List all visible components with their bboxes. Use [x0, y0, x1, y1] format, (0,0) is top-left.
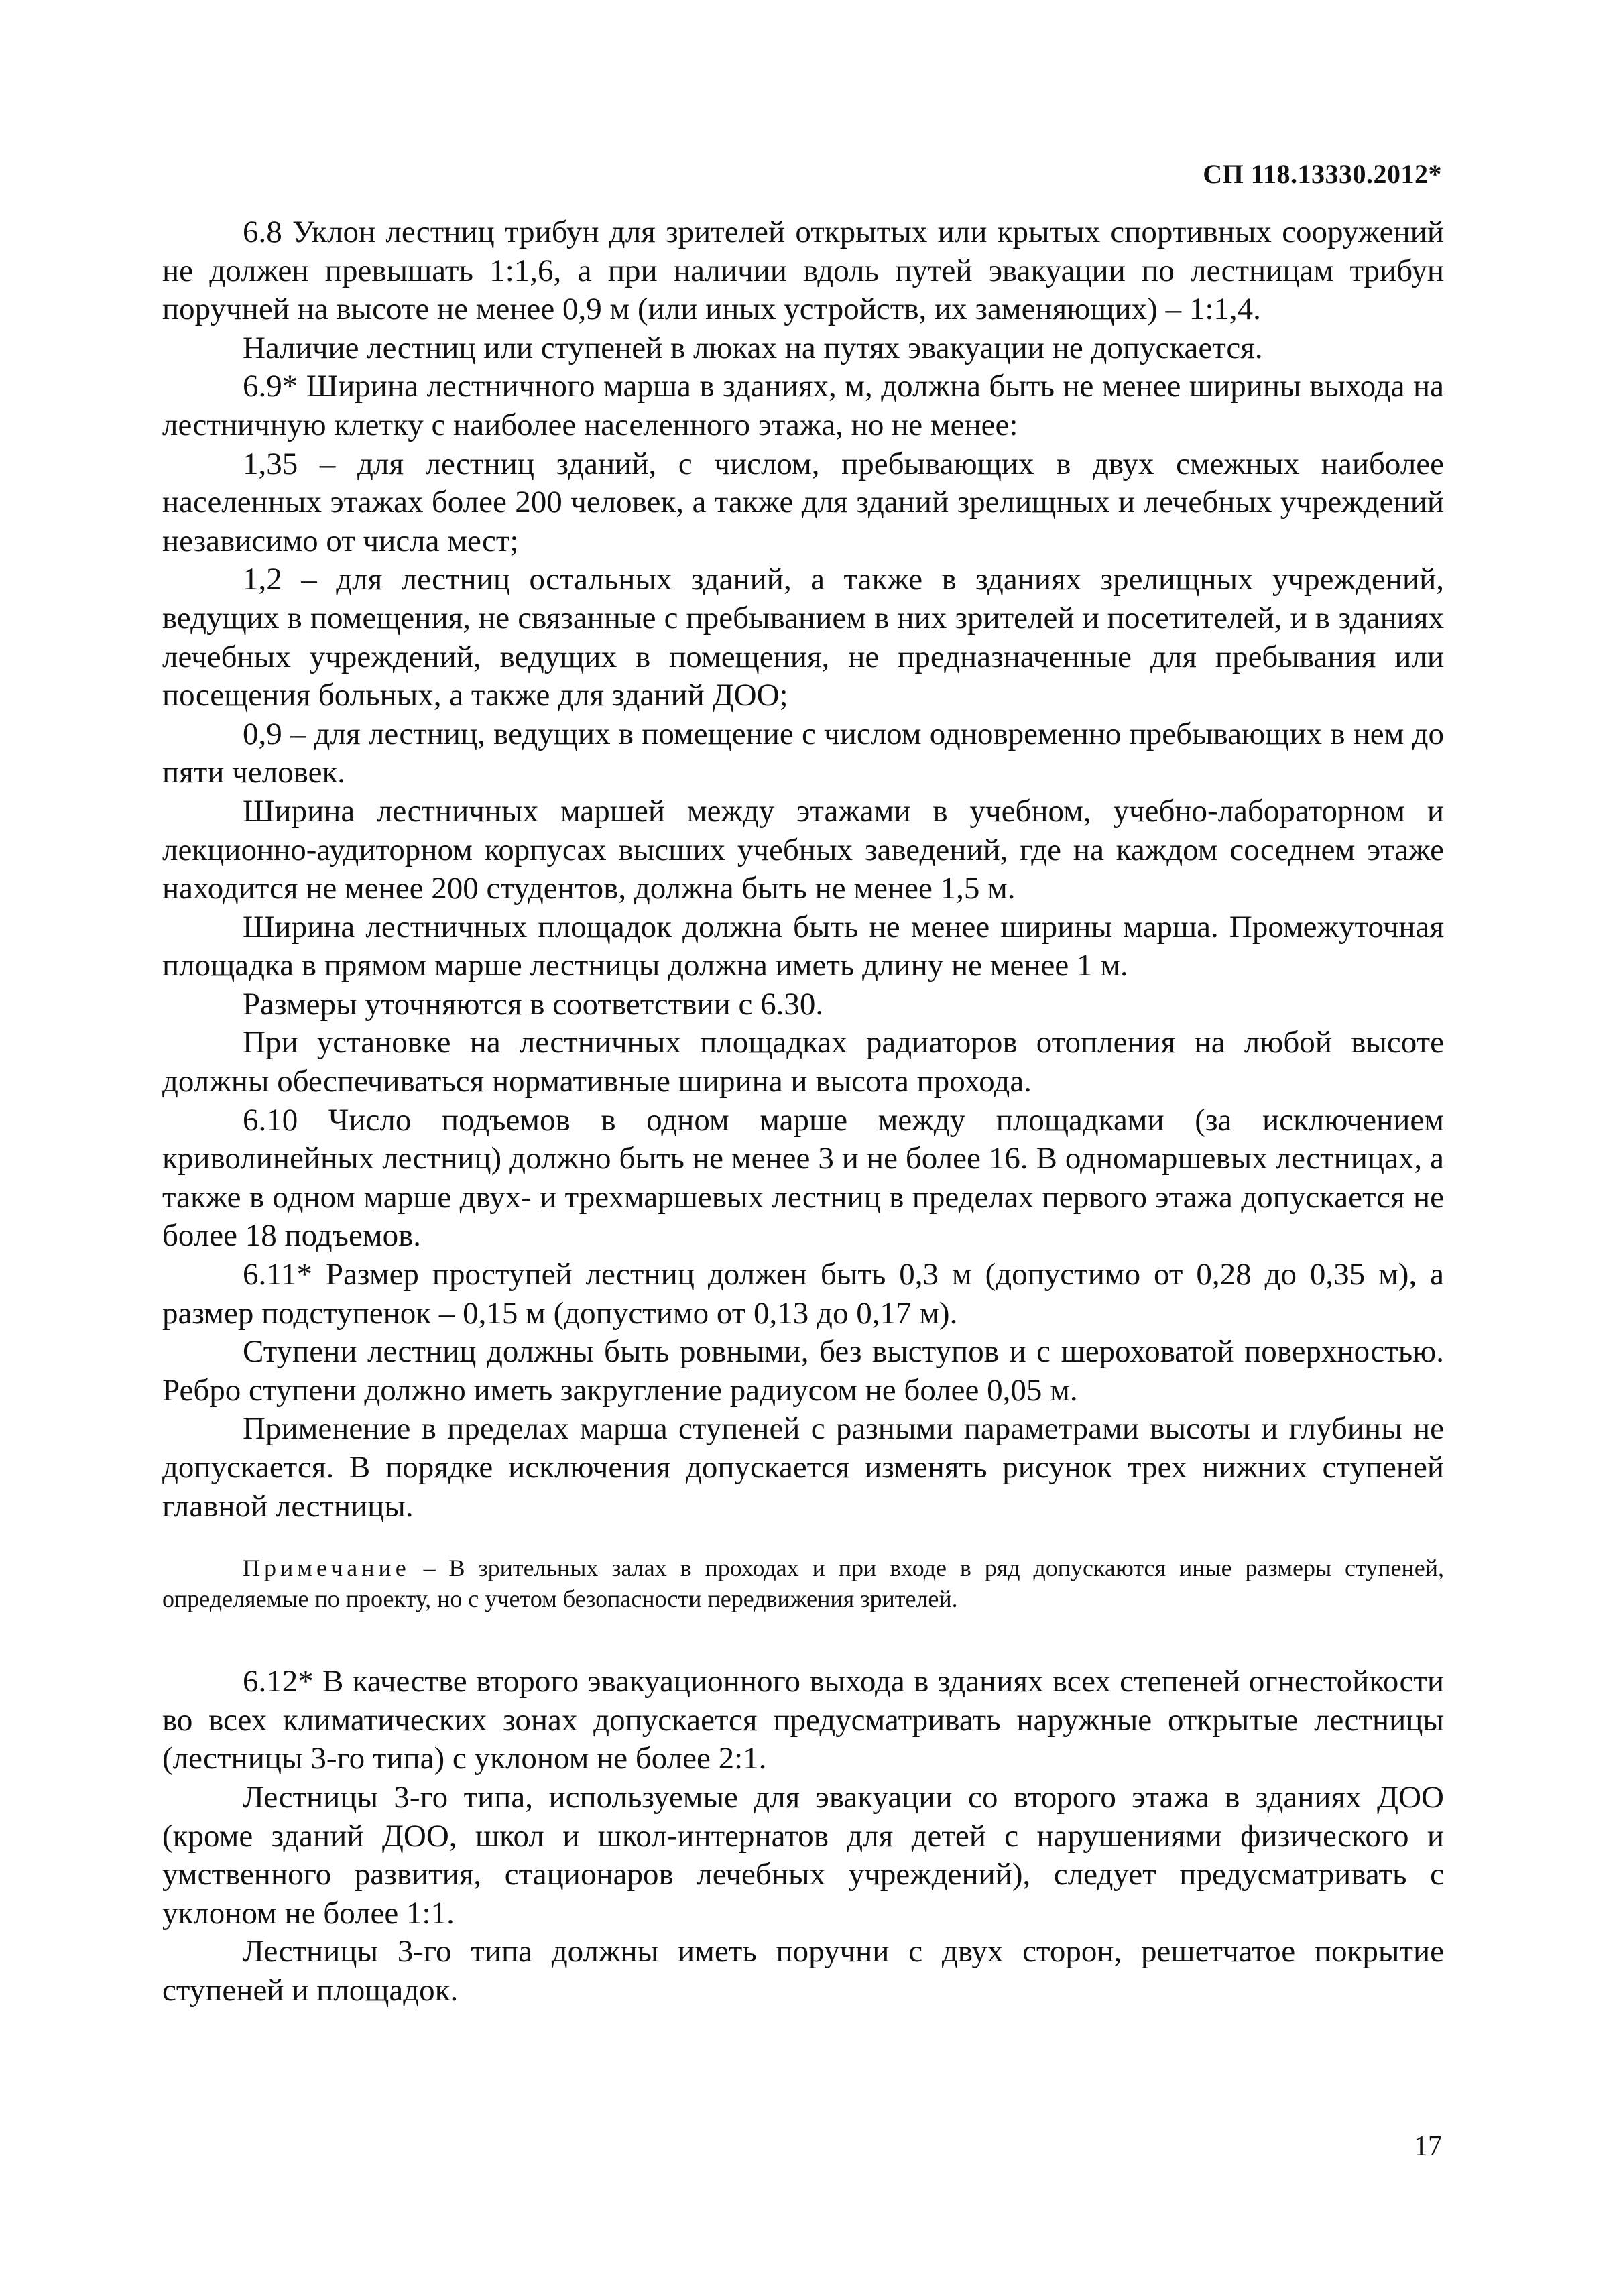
paragraph-radiators: При установке на лестничных площадках радиаторов отопления на любой высоте должны обеспечиваться нормативные ширина и высота прохода. [162, 1025, 1444, 1099]
paragraph-dimensions-ref: Размеры уточняются в соответствии с 6.30. [243, 986, 824, 1022]
paragraph-6-8: 6.8 Уклон лестниц трибун для зрителей открытых или крытых спортивных сооружений не должен превышать 1:1,6, а при наличии вдоль путей эвакуации по лестницам трибун поручней на высоте не менее 0,9 м (или иных устройств, их заменяющих) – 1:1,4. [162, 215, 1444, 327]
paragraph-step-surface: Ступени лестниц должны быть ровными, без выступов и с шероховатой поверхностью. Ребро ступени должно иметь закругление радиусом не более 0,05 м. [162, 1334, 1444, 1408]
note-text: – В зрительных залах в проходах и при входе в ряд допускаются иные размеры ступеней, определяемые по проекту, но с учетом безопасности передвижения зрителей. [162, 1555, 1445, 1613]
paragraph-type3-handrails: Лестницы 3-го типа должны иметь поручни с двух сторон, решетчатое покрытие ступеней и площадок. [162, 1934, 1444, 2008]
document-body [162, 213, 1444, 2010]
paragraph-width-1-2: 1,2 – для лестниц остальных зданий, а также в зданиях зрелищных учреждений, ведущих в помещения, не связанные с пребыванием в них зрителей и посетителей, и в зданиях лечебных учреждений, ведущих в помещения, не предназначенные для пребывания или посещения больных, а также для зданий ДОО; [162, 562, 1444, 713]
note-label: Примечание [243, 1555, 410, 1582]
paragraph-step-parameters: Применение в пределах марша ступеней с разными параметрами высоты и глубины не допускается. В порядке исключения допускается изменять рисунок трех нижних ступеней главной лестницы. [162, 1411, 1444, 1524]
paragraph-6-10: 6.10 Число подъемов в одном марше между площадками (за исключением криволинейных лестниц) должно быть не менее 3 и не более 16. В одномаршевых лестницах, а также в одном марше двух- и трехмаршевых лестниц в пределах первого этажа допускается не более 18 подъемов. [162, 1102, 1444, 1254]
paragraph-type3-doo: Лестницы 3-го типа, используемые для эвакуации со второго этажа в зданиях ДОО (кроме зданий ДОО, школ и школ-интернатов для детей с нарушениями физического и умственного развития, стационаров лечебных учреждений), следует предусматривать с уклоном не более 1:1. [162, 1779, 1444, 1931]
paragraph-6-12: 6.12* В качестве второго эвакуационного выхода в зданиях всех степеней огнестойкости во всех климатических зонах допускается предусматривать наружные открытые лестницы (лестницы 3-го типа) с уклоном не более 2:1. [162, 1664, 1444, 1776]
paragraph-6-9: 6.9* Ширина лестничного марша в зданиях, м, должна быть не менее ширины выхода на лестничную клетку с наиболее населенного этажа, но не менее: [162, 369, 1444, 442]
paragraph-6-11: 6.11* Размер проступей лестниц должен быть 0,3 м (допустимо от 0,28 до 0,35 м), а размер подступенок – 0,15 м (допустимо от 0,13 до 0,17 м). [162, 1257, 1444, 1331]
document-code-header: СП 118.13330.2012* [1203, 159, 1442, 189]
paragraph-landing-width: Ширина лестничных площадок должна быть не менее ширины марша. Промежуточная площадка в прямом марше лестницы должна иметь длину не менее 1 м. [162, 909, 1444, 983]
paragraph-width-1-35: 1,35 – для лестниц зданий, с числом, пребывающих в двух смежных наиболее населенных этажах более 200 человек, а также для зданий зрелищных и лечебных учреждений независимо от числа мест; [162, 446, 1444, 558]
note-block [162, 1553, 1444, 1614]
paragraph-width-0-9: 0,9 – для лестниц, ведущих в помещение с числом одновременно пребывающих в нем до пяти человек. [162, 716, 1444, 790]
page-number: 17 [1414, 2131, 1442, 2162]
paragraph-hatch-stairs: Наличие лестниц или ступеней в люках на путях эвакуации не допускается. [243, 330, 1263, 365]
paragraph-university-stairs: Ширина лестничных маршей между этажами в учебном, учебно-лабораторном и лекционно-аудиторном корпусах высших учебных заведений, где на каждом соседнем этаже находится не менее 200 студентов, должна быть не менее 1,5 м. [162, 793, 1444, 906]
